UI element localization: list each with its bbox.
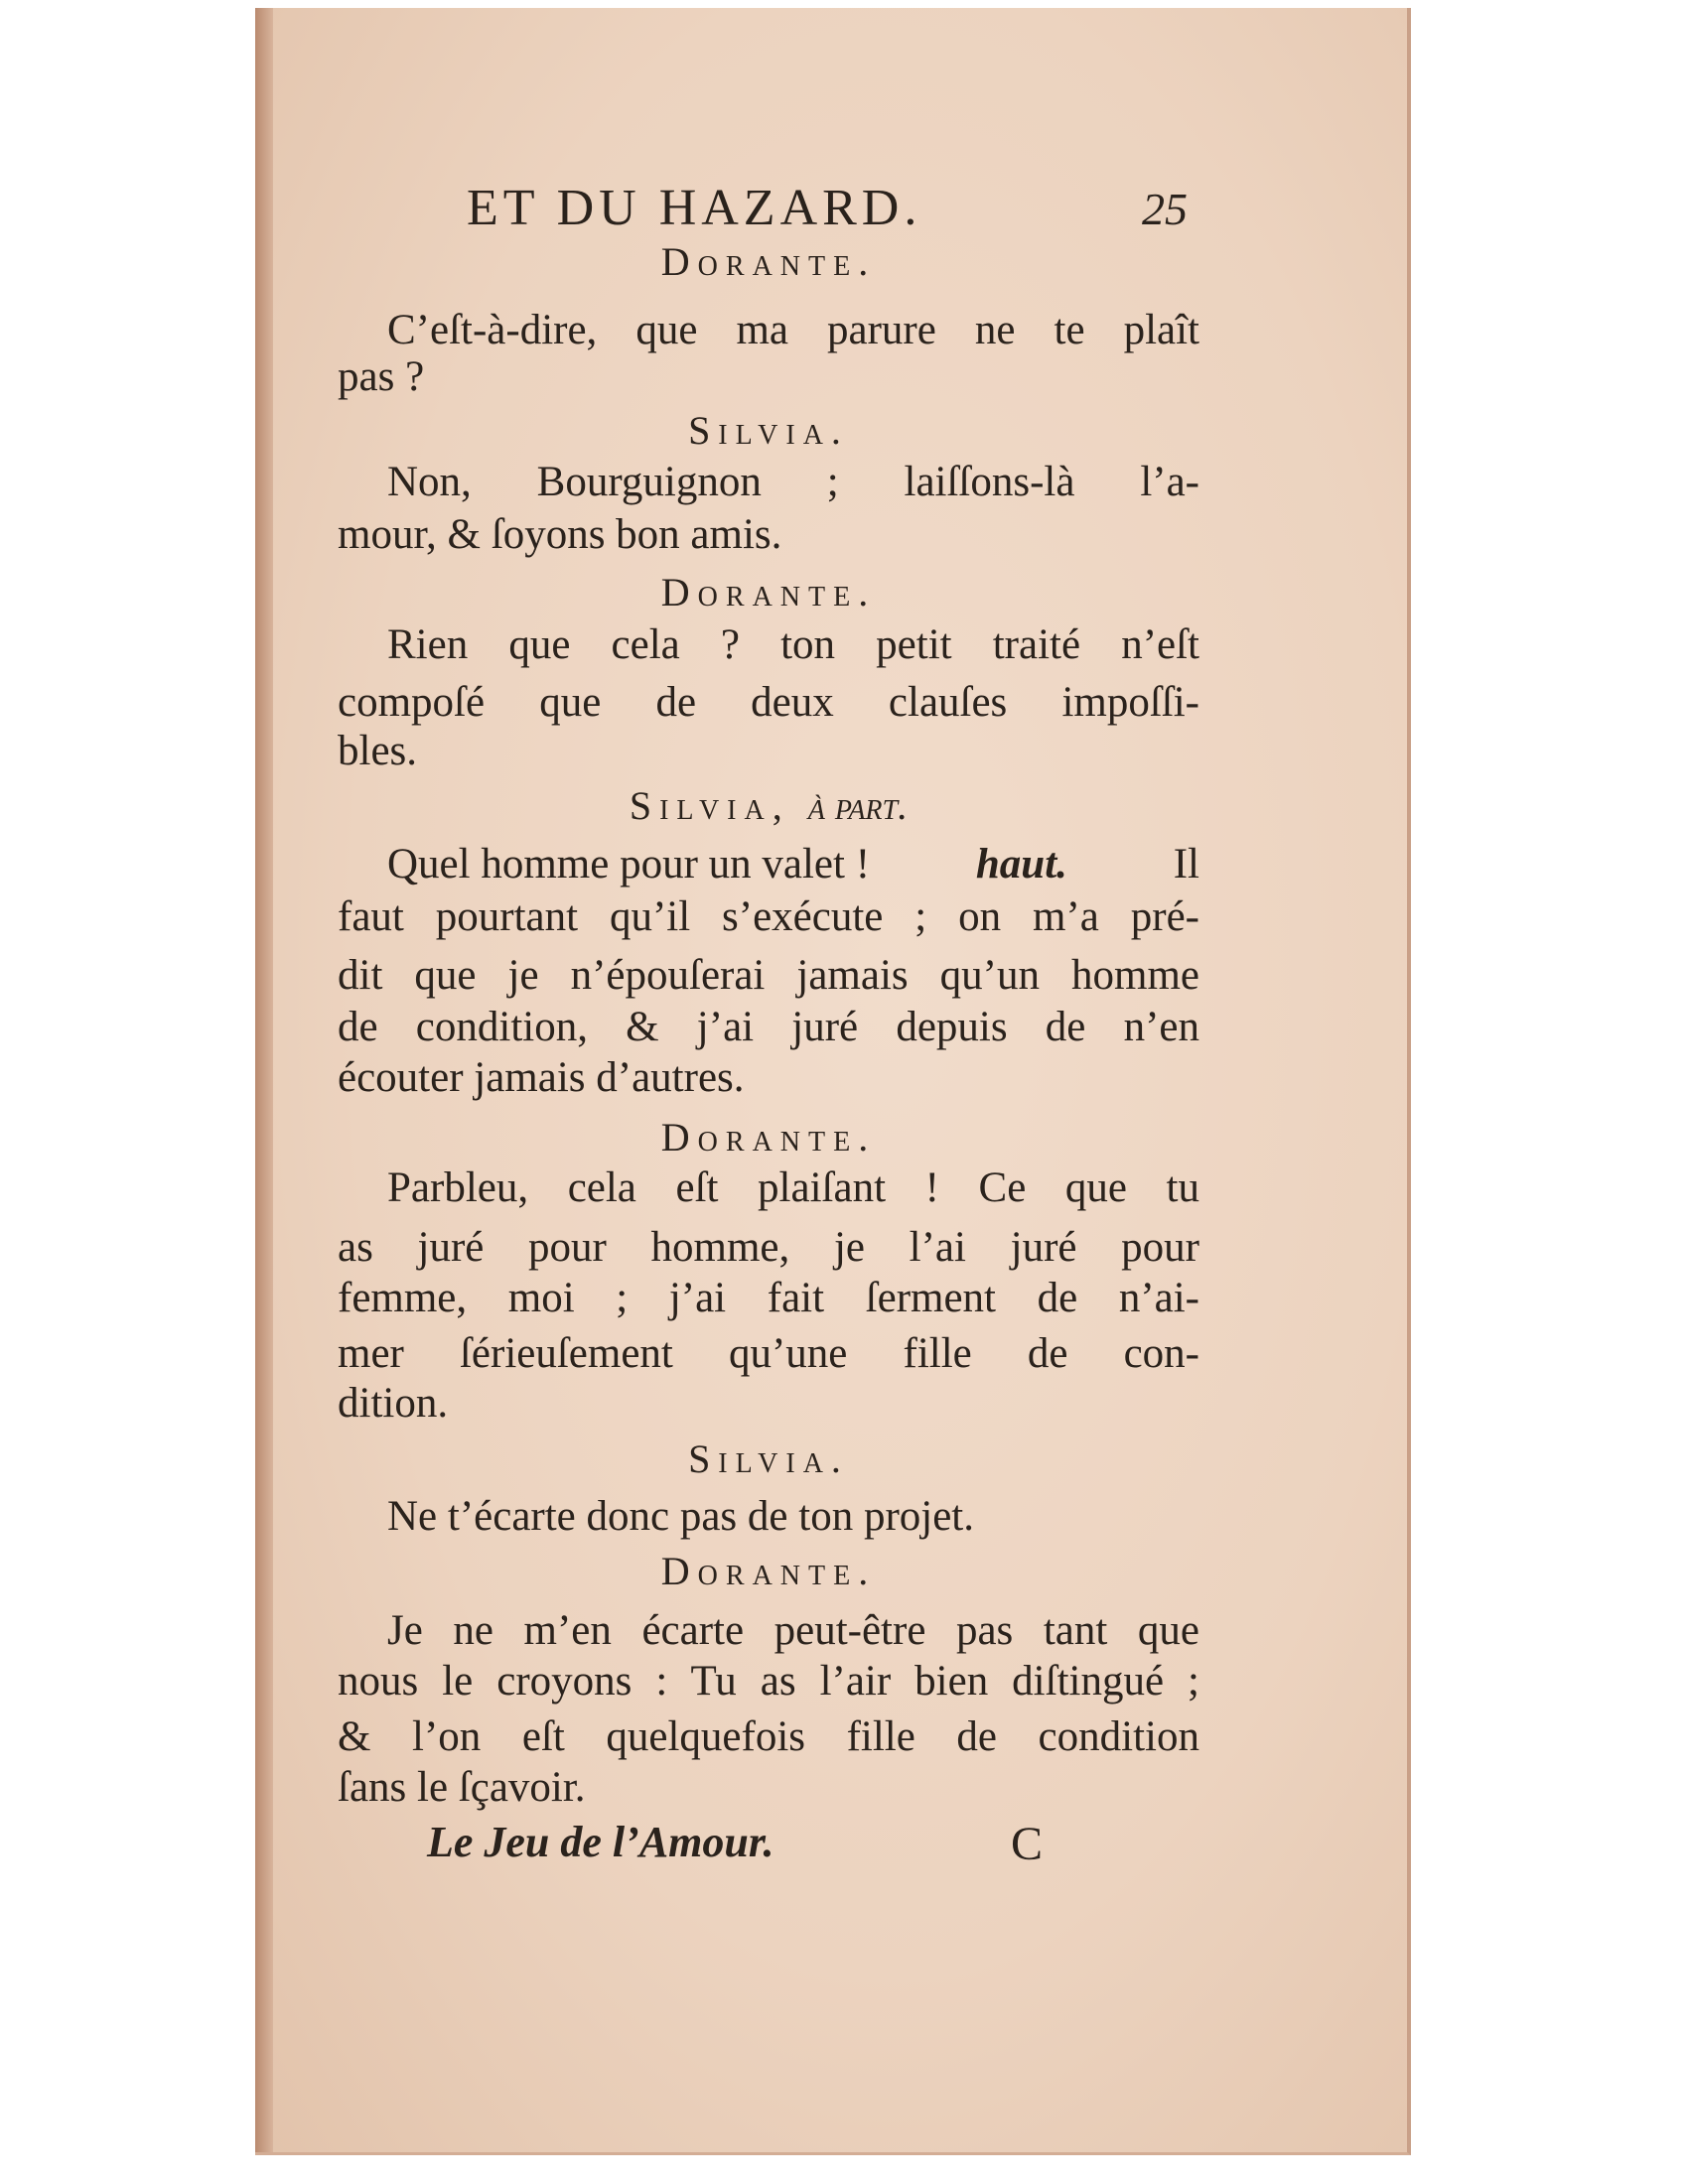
- text-line: nous le croyons : Tu as l’air bien diſtingué ;: [338, 1658, 1199, 1705]
- text-line: dit que je n’épouſerai jamais qu’un homme: [338, 952, 1199, 999]
- line-text: Il: [1173, 841, 1199, 887]
- speaker-silvia-aside: [338, 780, 1199, 832]
- stage-direction: haut.: [975, 841, 1067, 887]
- stage-direction: à part.: [807, 783, 909, 828]
- text-line: femme, moi ; j’ai fait ſerment de n’ai-: [338, 1275, 1199, 1321]
- text-line: compoſé que de deux clauſes impoſſi-: [338, 679, 1199, 726]
- text-line: Parbleu, cela eſt plaiſant ! Ce que tu: [387, 1164, 1199, 1211]
- speaker-dorante: Dorante.: [660, 239, 877, 284]
- line-text: Quel homme pour un valet !: [387, 841, 871, 887]
- text-line: Rien que cela ? ton petit traité n’eſt: [387, 621, 1199, 668]
- text-line: Ne t’écarte donc pas de ton projet.: [387, 1493, 974, 1540]
- text-line: écouter jamais d’autres.: [338, 1054, 745, 1101]
- text-line: C’eſt-à-dire, que ma parure ne te plaît: [387, 307, 1199, 353]
- speaker-silvia: Silvia.: [688, 408, 849, 453]
- text-line: Je ne m’en écarte peut-être pas tant que: [387, 1607, 1199, 1654]
- speaker-dorante: Dorante.: [660, 570, 877, 614]
- running-title: ET DU HAZARD.: [467, 180, 922, 236]
- page-number: 25: [1142, 184, 1188, 234]
- speaker-name: Silvia,: [629, 783, 790, 828]
- text-line: dition.: [338, 1380, 449, 1427]
- text-line: faut pourtant qu’il s’exécute ; on m’a pré-: [338, 893, 1199, 940]
- text-line: ſans le ſçavoir.: [338, 1764, 586, 1811]
- text-line: mer ſérieuſement qu’une fille de con-: [338, 1330, 1199, 1377]
- text-line: pas ?: [338, 353, 425, 400]
- speaker-dorante: Dorante.: [660, 1115, 877, 1160]
- catchword: Le Jeu de l’Amour.: [427, 1818, 774, 1866]
- text-line: as juré pour homme, je l’ai juré pour: [338, 1224, 1199, 1271]
- signature-mark: C: [1011, 1818, 1044, 1870]
- text-line: de condition, & j’ai juré depuis de n’en: [338, 1004, 1199, 1050]
- page-gutter: [255, 8, 273, 2152]
- speaker-dorante: Dorante.: [660, 1549, 877, 1593]
- speaker-silvia: Silvia.: [688, 1436, 849, 1481]
- text-line: & l’on eſt quelquefois fille de condition: [338, 1713, 1199, 1760]
- text-line: Non, Bourguignon ; laiſſons-là l’a-: [387, 459, 1199, 505]
- text-line: [338, 839, 1199, 890]
- text-line: bles.: [338, 728, 418, 774]
- text-line: mour, & ſoyons bon amis.: [338, 511, 782, 558]
